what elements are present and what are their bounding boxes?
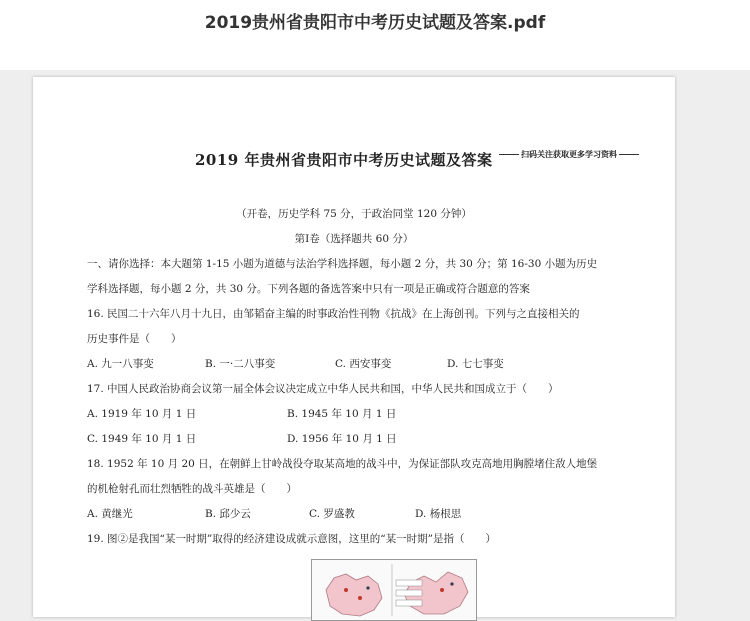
document-page <box>33 77 675 617</box>
question-16-option-c: C. 西安事变 <box>335 358 392 370</box>
question-18-option-a: A. 黄继光 <box>87 508 133 520</box>
question-18-stem-2: 的机枪射孔而壮烈牺牲的战斗英雄是（ ） <box>87 483 297 495</box>
document-note-text: 扫码关注获取更多学习资料 <box>521 150 617 159</box>
question-16-option-a: A. 九一八事变 <box>87 358 154 370</box>
question-18-stem-1: 18. 1952 年 10 月 20 日，在朝鲜上甘岭战役夺取某高地的战斗中，为保证部队攻克高地用胸膛堵住敌人地堡 <box>87 458 598 470</box>
question-19-stem: 19. 图②是我国“某一时期”取得的经济建设成就示意图，这里的“某一时期”是指（ ） <box>87 533 497 545</box>
question-16-stem-2: 历史事件是（ ） <box>87 333 182 345</box>
map-illustration <box>312 560 476 620</box>
instructions-line-2: 学科选择题，每小题 2 分，共 30 分。下列各题的备选答案中只有一项是正确或符合题意的答案 <box>87 283 530 295</box>
exam-info: （开卷，历史学科 75 分，于政治同堂 120 分钟） <box>236 208 472 220</box>
question-16-option-d: D. 七七事变 <box>447 358 504 370</box>
question-18-option-c: C. 罗盛教 <box>309 508 355 520</box>
question-17-option-b: B. 1945 年 10 月 1 日 <box>287 408 397 420</box>
map-figure <box>311 559 477 621</box>
document-note <box>511 149 641 160</box>
question-17-option-d: D. 1956 年 10 月 1 日 <box>287 433 397 445</box>
viewer-header <box>0 0 750 70</box>
dash-divider <box>499 154 519 155</box>
document-title: 2019 年贵州省贵阳市中考历史试题及答案 <box>195 151 493 169</box>
question-16-stem-1: 16. 民国二十六年八月十九日，由邹韬奋主编的时事政治性刊物《抗战》在上海创刊。下列与之直接相关的 <box>87 308 580 320</box>
instructions-line-1: 一、请你选择：本大题第 1-15 小题为道德与法治学科选择题，每小题 2 分，共 30 分；第 16-30 小题为历史 <box>87 258 598 270</box>
question-17-option-c: C. 1949 年 10 月 1 日 <box>87 433 197 445</box>
question-17-stem: 17. 中国人民政治协商会议第一届全体会议决定成立中华人民共和国，中华人民共和国成立于（ ） <box>87 383 559 395</box>
question-17-option-a: A. 1919 年 10 月 1 日 <box>87 408 197 420</box>
section-title: 第Ⅰ卷（选择题共 60 分） <box>294 233 414 245</box>
file-title: 2019贵州省贵阳市中考历史试题及答案.pdf <box>204 13 546 33</box>
question-18-option-b: B. 邱少云 <box>205 508 251 520</box>
dash-divider <box>619 154 639 155</box>
question-16-option-b: B. 一·二八事变 <box>205 358 276 370</box>
question-18-option-d: D. 杨根思 <box>415 508 462 520</box>
